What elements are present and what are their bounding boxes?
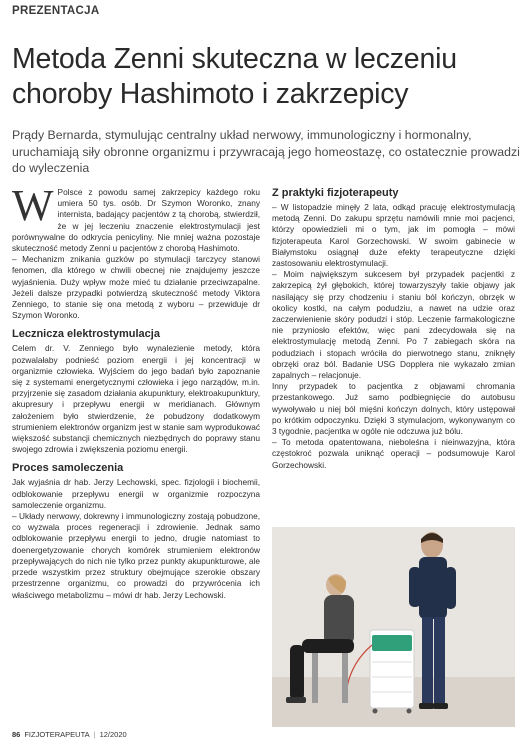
paragraph: Celem dr. V. Zenniego było wynalezienie metody, która pozwalałaby podnieść poziom energii i jej koncentracji w organizmie człowieka. Wyjściem do jego badań było zapoznanie się z systemami energetycznymi człowieka i jego narządów, m.in. przyjrzenie się zasadom działania akupunktury, elektroakupunktury, akupresury i przepływu energii w meridianach. Głównym założeniem było stwierdzenie, że pobudzony dodatkowym strumieniem elektronów organizm jest w stanie sam wyprodukować większość substancji chemicznych niezbędnych do poprawy stanu swojego zdrowia i zwiększenia poziomu energii. (12, 343, 260, 455)
page-footer (12, 730, 127, 739)
subheading-samoleczenie: Proces samoleczenia (12, 462, 124, 475)
paragraph: – Mechanizm znikania guzków po stymulacji tarczycy stanowi fenomen, dla którego w chwili obecnej nie znajdujemy jeszcze wyjaśnienia. Duży wpływ może mieć tu działanie przeciwzapalne. Jeżeli dalsze przypadki potwierdzą skuteczność metody Viktora Zenniego, to stanie się ona metodą z wyboru – przewiduje dr Szymon Woronko. (12, 254, 260, 321)
drop-cap: W (12, 181, 54, 230)
subheading-praktyka: Z praktyki fizjoterapeuty (272, 187, 399, 199)
paragraph: – W listopadzie minęły 2 lata, odkąd pracuję elektrostymulacją metodą Zenni. Do zakupu sprzętu namówili mnie moi pacjenci, którzy opowiedzieli mi o tym, jak im pomogła – mówi fizjoterapeuta Karol Gorzechowski. W swoim gabinecie w Białymstoku osiągnął duże efekty terapeutyczne dzięki zastosowaniu elektrostymulacji. (272, 202, 515, 269)
article-title: Metoda Zenni skuteczna w leczeniu choroby Hashimoto i zakrzepicy (12, 43, 457, 110)
article-lead: Prądy Bernarda, stymulując centralny układ nerwowy, immunologiczny i hormonalny, uruchamiają siły obronne organizmu i przywracają jego homeostazę, co ostatecznie prowadzi do wyleczenia (12, 128, 520, 175)
paragraph: – To metoda opatentowana, nieboleśna i nieinwazyjna, która częstokroć pozwala uniknąć operacji – podsumowuje Karol Gorzechowski. (272, 437, 515, 470)
right-column (272, 187, 515, 471)
footer-separator: | (93, 730, 96, 739)
paragraph: – Układy nerwowy, dokrewny i immunologiczny zostają pobudzone, co wyzwala proces regeneracji i zdrowienie. Jednak samo odblokowanie przepływu energii to jedno, drugie natomiast to doenergetyzowanie chorych komórek strumieniem elektronów przepływających do nich nie tylko przez punkty akupunkturowe, ale przede wszystkim przez struktury obejmujące szerokie obszary przestrzenne organizmu, co prowadzi do przywrócenia ich właściwego metabolizmu – mówi dr hab. Jerzy Lechowski. (12, 511, 260, 600)
therapy-photo (272, 527, 515, 727)
page-number: 86 (12, 730, 21, 739)
paragraph: Inny przypadek to pacjentka z objawami chromania przestankowego. Już samo podbiegnięcie do autobusu wywoływało u niej ból mięśni kończyn dolnych, który ustępował po krótkim odpoczynku. Dzięki 3 stymulacjom, wykonywanym co 3 tygodnie, pacjentka w ogóle nie odczuwa już bólu. (272, 381, 515, 437)
paragraph: Jak wyjaśnia dr hab. Jerzy Lechowski, spec. fizjologii i biochemii, odblokowanie przepływu energii w organizmie rozpoczyna samoleczenie organizmu. (12, 477, 260, 510)
magazine-name: FIZJOTERAPEUTA (24, 730, 90, 739)
intro-paragraph: W Polsce z powodu samej zakrzepicy każdego roku umiera 50 tys. osób. Dr Szymon Woronko, znany internista, badający pacjentów z tą chorobą, stwierdził, że w jej leczeniu znaczenie elektrostymulacji jest porównywalne do odkrycia penicyliny. Nie mniej ważna pozostaje skuteczność metody Zenni u pacjentów z chorobą Hashimoto. (12, 181, 260, 254)
issue-number: 12/2020 (99, 730, 127, 739)
subheading-elektrostymulacja: Lecznicza elektrostymulacja (12, 328, 160, 341)
paragraph: – Moim największym sukcesem był przypadek pacjentki z zakrzepicą żył głębokich, której towarzyszyły takie objawy jak nasilający się przy chodzeniu i staniu ból kończyn, obrzęk w okolicy kostki, na całym podudziu, a nawet na udzie oraz zaczerwienienie skóry podudzi i stóp. Leczenie farmakologiczne nie przyniosło efektów, więc pani zdecydowała się na elektrostymulację metodą Zenni. Po 7 zabiegach skóra na podudziach i stopach wróciła do pierwotnego stanu, zniknęły obrzęki oraz ból. Badanie USG Dopplera nie wykazało zmian zapalnych – relacjonuje. (272, 269, 515, 381)
section-label: PREZENTACJA (12, 5, 100, 17)
left-column (12, 181, 260, 601)
